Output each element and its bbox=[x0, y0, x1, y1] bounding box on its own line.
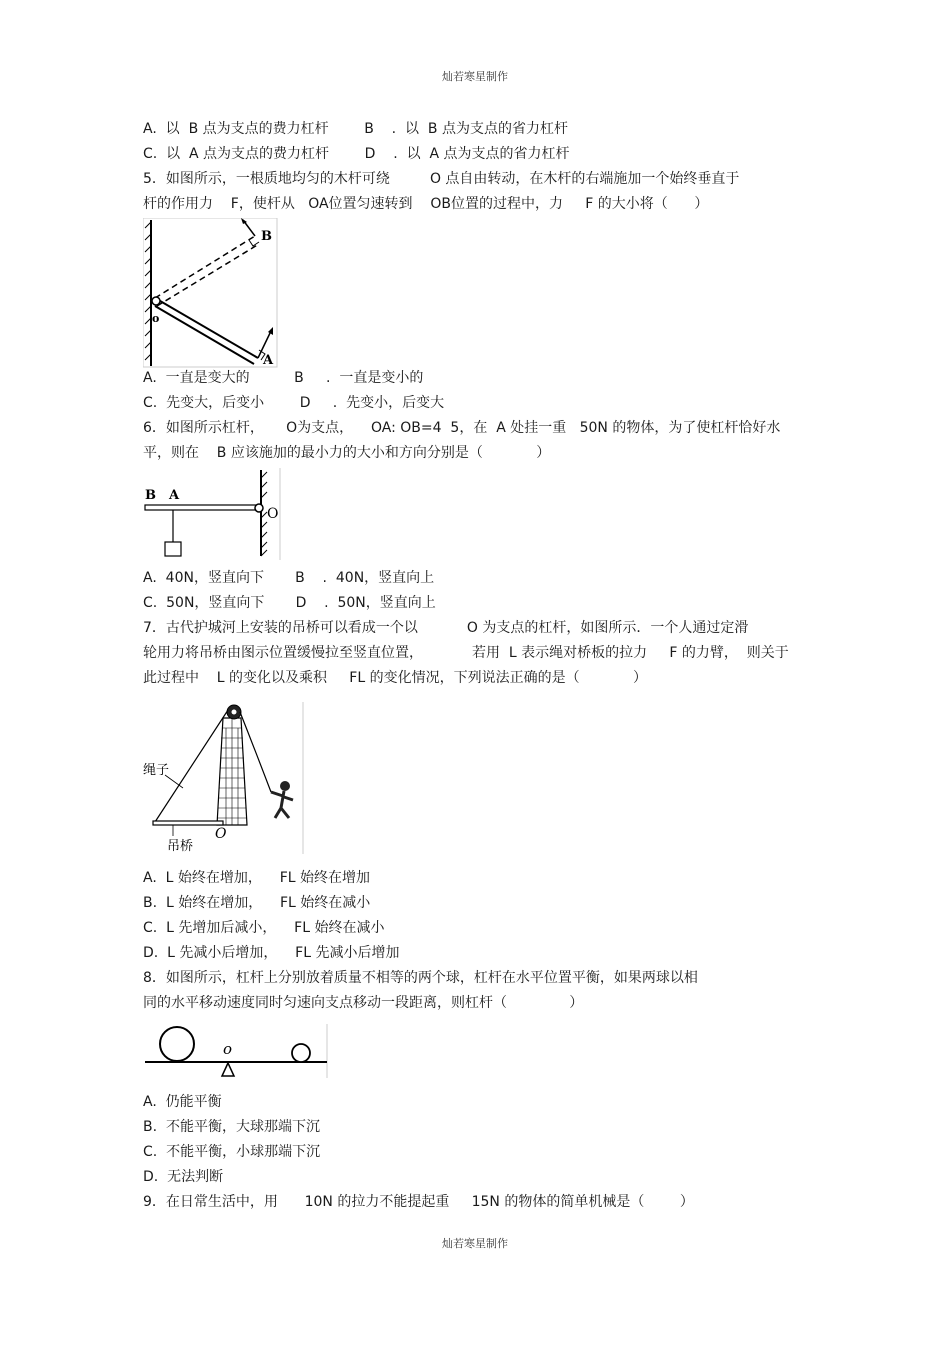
q5-label-a: A bbox=[263, 353, 274, 368]
q8-stem-line-2: 同的水平移动速度同时匀速向支点移动一段距离，则杠杆（ ） bbox=[143, 995, 584, 1011]
q7-option-d: D. L 先减小后增加， FL 先减小后增加 bbox=[143, 945, 400, 961]
q5-option-line-2: C. 先变大，后变小 D . 先变小，后变大 bbox=[143, 395, 445, 411]
q7-option-c: C. L 先增加后减小， FL 始终在减小 bbox=[143, 920, 385, 936]
q8-balance-figure bbox=[143, 1020, 333, 1082]
q8-stem-line-1: 8．如图所示，杠杆上分别放着质量不相等的两个球，杠杆在水平位置平衡，如果两球以相 bbox=[143, 970, 698, 986]
q6-stem-line-2: 平，则在 B 应该施加的最小力的大小和方向分别是（ ） bbox=[143, 445, 551, 461]
q5-stem-line-2: 杆的作用力 F，使杆从 OA位置匀速转到 OB位置的过程中，力 F 的大小将（ ） bbox=[143, 196, 709, 212]
page-header: 灿若寒星制作 bbox=[442, 70, 508, 83]
q7-label-bridge: 吊桥 bbox=[167, 839, 194, 854]
q8-option-c: C. 不能平衡，小球那端下沉 bbox=[143, 1144, 321, 1160]
q6-lever-figure bbox=[143, 468, 283, 560]
q7-stem-line-2: 轮用力将吊桥由图示位置缓慢拉至竖直位置， 若用 L 表示绳对桥板的拉力 F 的力臂， 则关于 bbox=[143, 645, 789, 661]
q7-stem-line-3: 此过程中 L 的变化以及乘积 FL 的变化情况，下列说法正确的是（ ） bbox=[143, 670, 648, 686]
q6-label-b: B bbox=[145, 488, 156, 503]
q7-option-b: B. L 始终在增加， FL 始终在减小 bbox=[143, 895, 371, 911]
q4-option-line-1: A. 以 B 点为支点的费力杠杆 B . 以 B 点为支点的省力杠杆 bbox=[143, 121, 568, 137]
q6-label-o: O bbox=[267, 506, 279, 522]
q5-label-o: o bbox=[152, 312, 160, 325]
q7-label-o: O bbox=[215, 826, 227, 842]
q7-option-a: A. L 始终在增加， FL 始终在增加 bbox=[143, 870, 371, 886]
q6-option-line-1: A. 40N，竖直向下 B . 40N，竖直向上 bbox=[143, 570, 435, 586]
q7-label-rope: 绳子 bbox=[143, 763, 170, 778]
q6-label-a: A bbox=[169, 488, 180, 503]
q8-label-o: o bbox=[223, 1040, 233, 1058]
q5-stem-line-1: 5．如图所示，一根质地均匀的木杆可绕 O 点自由转动，在木杆的右端施加一个始终垂直于 bbox=[143, 171, 740, 187]
q5-option-line-1: A. 一直是变大的 B . 一直是变小的 bbox=[143, 370, 424, 386]
q6-stem-line-1: 6．如图所示杠杆， O为支点， OA: OB=4 5，在 A 处挂一重 50N 的物体，为了使杠杆恰好水 bbox=[143, 420, 781, 436]
q7-drawbridge-figure bbox=[143, 700, 308, 858]
q5-label-b: B bbox=[261, 229, 272, 244]
q9-stem-line-1: 9．在日常生活中，用 10N 的拉力不能提起重 15N 的物体的简单机械是（ ） bbox=[143, 1194, 694, 1210]
q8-option-b: B. 不能平衡，大球那端下沉 bbox=[143, 1119, 320, 1135]
q8-option-d: D. 无法判断 bbox=[143, 1169, 224, 1185]
q8-option-a: A. 仍能平衡 bbox=[143, 1094, 222, 1110]
q4-option-line-2: C. 以 A 点为支点的费力杠杆 D . 以 A 点为支点的省力杠杆 bbox=[143, 146, 570, 162]
q7-stem-line-1: 7．古代护城河上安装的吊桥可以看成一个以 O 为支点的杠杆，如图所示．一个人通过定滑 bbox=[143, 620, 749, 636]
q6-option-line-2: C. 50N，竖直向下 D . 50N，竖直向上 bbox=[143, 595, 436, 611]
page-footer: 灿若寒星制作 bbox=[442, 1237, 508, 1250]
q5-lever-figure bbox=[143, 218, 278, 368]
